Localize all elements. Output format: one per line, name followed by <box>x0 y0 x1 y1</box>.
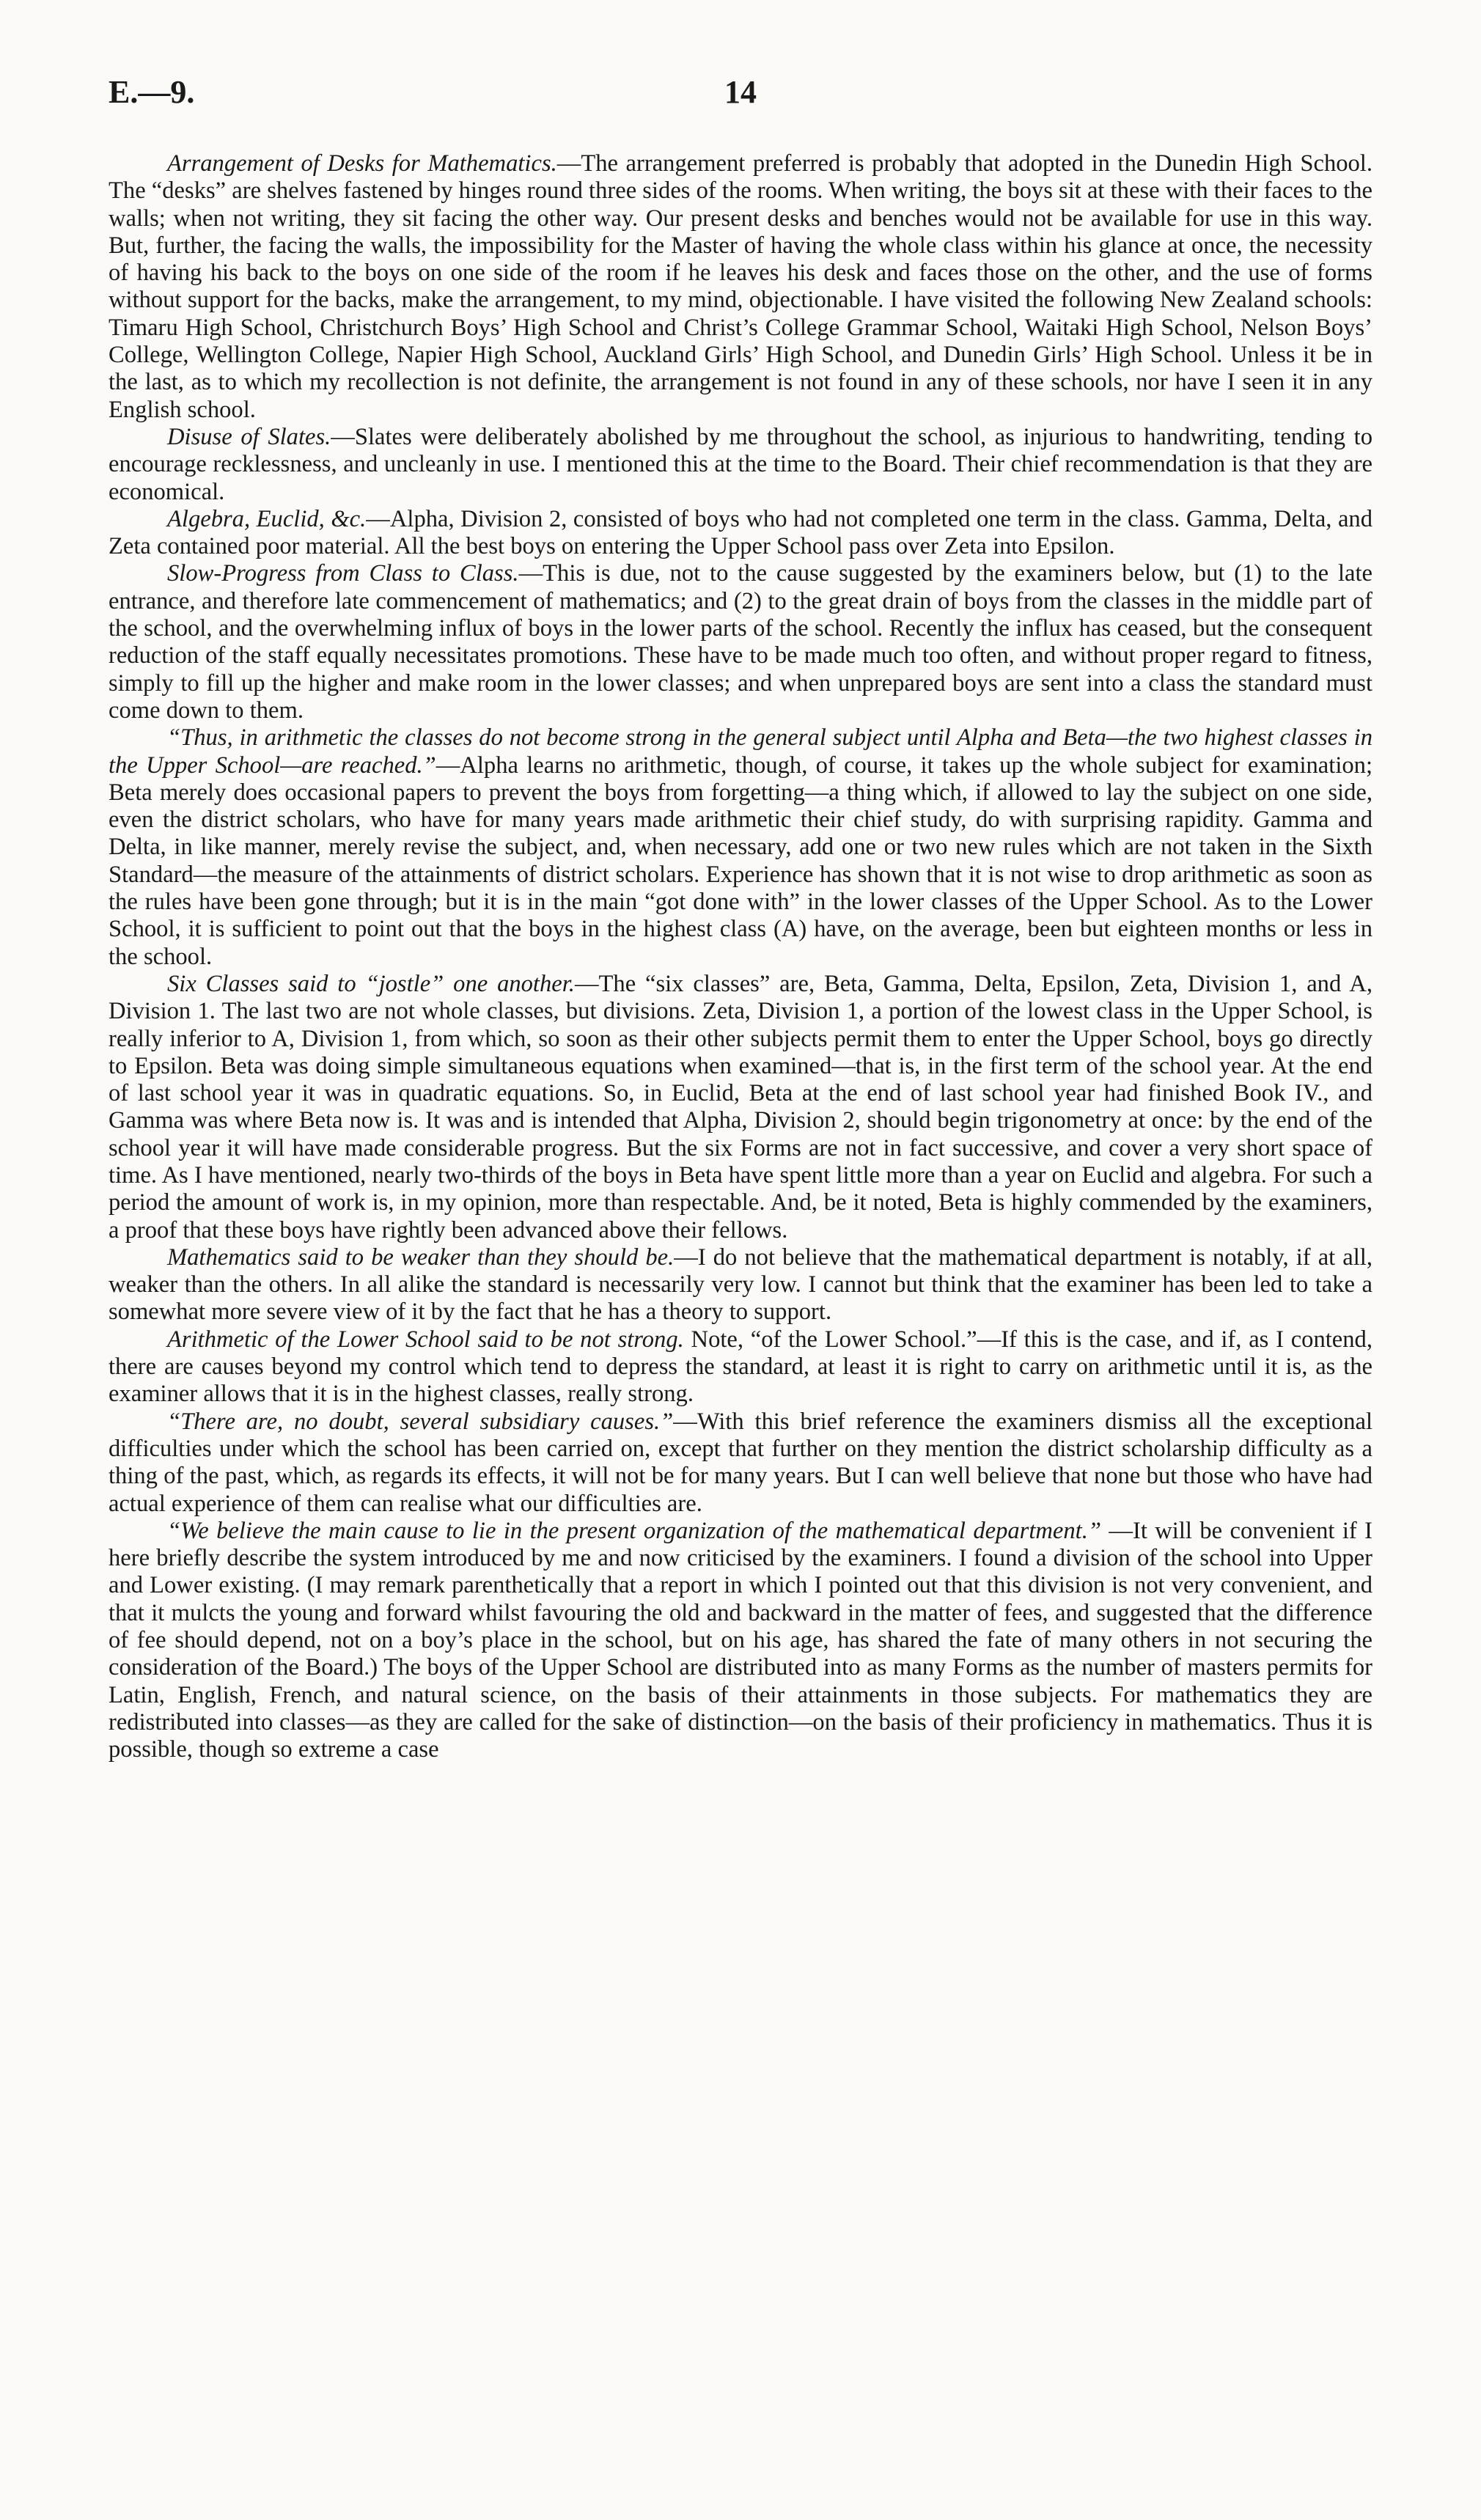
paragraph-lower-school <box>109 1326 1372 1408</box>
paragraph-mathematics-weaker <box>109 1244 1372 1326</box>
paragraph-lead: Arithmetic of the Lower School said to be not strong. <box>167 1326 684 1353</box>
paragraph-lead: Algebra, Euclid, &c. <box>167 505 367 532</box>
paragraph-slow-progress <box>109 560 1372 724</box>
paragraph-text: Note, “of the Lower School.”—If this is the case, and if, as I contend, there are causes beyond my control which tend to depress the standard, at least it is right to carry on arithmetic until it is, as the examiner allows that it is in the highest classes, really strong. <box>109 1326 1372 1408</box>
paragraph-text: —Alpha learns no arithmetic, though, of course, it takes up the whole subject for examination; Beta merely does occasional papers to prevent the boys from forgetting—a thing which, if allowed to lay the subject on one side, even the district scholars, who have for many years made arithmetic their chief study, do with surprising rapidity. Gamma and Delta, in like manner, merely revise the subject, and, when necessary, add one or two new rules which are not taken in the Sixth Standard—the measure of the attainments of district scholars. Experience has shown that it is not wise to drop arithmetic as soon as the rules have been gone through; but it is in the main “got done with” in the lower classes of the Upper School. As to the Lower School, it is sufficient to point out that the boys in the highest class (A) have, on the average, been but eighteen months or less in the school. <box>109 752 1372 970</box>
paragraph-text: —Slates were deliberately abolished by me throughout the school, as injurious to handwriting, tending to encourage recklessness, and uncleanly in use. I mentioned this at the time to the Board. Their chief recommendation is that they are economical. <box>109 423 1372 505</box>
paragraph-text: —I do not believe that the mathematical department is notably, if at all, weaker than the others. In all alike the standard is necessarily very low. I cannot but think that the examiner has been led to take a somewhat more severe view of it by the fact that he has a theory to support. <box>109 1244 1372 1326</box>
paragraph-arithmetic-classes <box>109 724 1372 971</box>
page-number: 14 <box>724 74 757 110</box>
paragraph-six-classes <box>109 971 1372 1244</box>
document-id: E.—9. <box>109 74 195 110</box>
paragraph-organization <box>109 1518 1372 1764</box>
paragraph-text: —Alpha, Division 2, consisted of boys who had not completed one term in the class. Gamma, Delta, and Zeta contained poor material. All the best boys on entering the Upper School pass over Zeta into Epsilon. <box>109 505 1372 560</box>
body-text <box>109 150 1372 2454</box>
paragraph-lead: Six Classes said to “jostle” one another. <box>167 970 575 997</box>
paragraph-desks <box>109 150 1372 424</box>
paragraph-text: —The arrangement preferred is probably that adopted in the Dunedin High School. The “desks” are shelves fastened by hinges round three sides of the rooms. When writing, the boys sit at these with their faces to the walls; when not writing, they sit facing the other way. Our present desks and benches would not be available for use in this way. But, further, the facing the walls, the impossibility for the Master of having the whole class within his glance at once, the necessity of having his back to the boys on one side of the room if he leaves his desk and faces those on the other, and the use of forms without support for the backs, make the arrangement, to my mind, objectionable. I have visited the following New Zealand schools: Timaru High School, Christchurch Boys’ High School and Christ’s College Grammar School, Waitaki High School, Nelson Boys’ College, Wellington College, Napier High School, Auckland Girls’ High School, and Dunedin Girls’ High School. Unless it be in the last, as to which my recollection is not definite, the arrangement is not found in any of these schools, nor have I seen it in any English school. <box>109 150 1372 423</box>
paragraph-slates <box>109 424 1372 506</box>
paragraph-text: —With this brief reference the examiners dismiss all the exceptional difficulties under which the school has been carried on, except that further on they mention the district scholarship difficulty as a thing of the past, which, as regards its effects, it will not be for many years. But I can well believe that none but those who have had actual experience of them can realise what our difficulties are. <box>109 1408 1372 1517</box>
paragraph-algebra <box>109 506 1372 561</box>
paragraph-text: —It will be convenient if I here briefly describe the system introduced by me and now criticised by the examiners. I found a division of the school into Upper and Lower existing. (I may remark parenthetically that a report in which I pointed out that this division is not very convenient, and that it mulcts the young and forward whilst favouring the old and backward in the matter of fees, and suggested that the difference of fee should depend, not on a boy’s place in the school, but on his age, has shared the fate of many others in not securing the consideration of the Board.) The boys of the Upper School are distributed into as many Forms as the number of masters permits for Latin, English, French, and natural science, on the basis of their attainments in those subjects. For mathematics they are redistributed into classes—as they are called for the sake of distinction—on the basis of their proficiency in mathematics. Thus it is possible, though so extreme a case <box>109 1517 1372 1763</box>
paragraph-lead: Slow-Progress from Class to Class. <box>167 560 519 587</box>
paragraph-lead: “We believe the main cause to lie in the present organization of the mathematical department.” <box>167 1517 1101 1544</box>
paragraph-text: —This is due, not to the cause suggested by the examiners below, but (1) to the late entrance, and therefore late commencement of mathematics; and (2) to the great drain of boys from the classes in the middle part of the school, and the overwhelming influx of boys in the lower parts of the school. Recently the influx has ceased, but the consequent reduction of the staff equally necessitates promotions. These have to be made much too often, and without proper regard to fitness, simply to fill up the higher and make room in the lower classes; and when unprepared boys are sent into a class the standard must come down to them. <box>109 560 1372 724</box>
paragraph-subsidiary-causes <box>109 1408 1372 1518</box>
paragraph-lead: Mathematics said to be weaker than they should be. <box>167 1244 675 1271</box>
page-header <box>109 73 1372 117</box>
paragraph-lead: “There are, no doubt, several subsidiary causes.” <box>167 1408 674 1435</box>
paragraph-text: —The “six classes” are, Beta, Gamma, Delta, Epsilon, Zeta, Division 1, and A, Division 1. The last two are not whole classes, but divisions. Zeta, Division 1, a portion of the lowest class in the Upper School, is really inferior to A, Division 1, from which, so soon as their other subjects permit them to enter the Upper School, boys go directly to Epsilon. Beta was doing simple simultaneous equations when examined—that is, in the first term of the school year. At the end of last school year it was in quadratic equations. So, in Euclid, Beta at the end of last school year had finished Book IV., and Gamma was where Beta now is. It was and is intended that Alpha, Division 2, should begin trigonometry at once: by the end of the school year it will have made considerable progress. But the six Forms are not in fact successive, and cover a very short space of time. As I have mentioned, nearly two-thirds of the boys in Beta have spent little more than a year on Euclid and algebra. For such a period the amount of work is, in my opinion, more than respectable. And, be it noted, Beta is highly commended by the examiners, a proof that these boys have rightly been advanced above their fellows. <box>109 970 1372 1244</box>
paragraph-lead: Disuse of Slates. <box>167 423 331 450</box>
paragraph-lead: “Thus, in arithmetic the classes do not become strong in the general subject until Alpha and Beta—the two highest classes in the Upper School—are reached.” <box>109 724 1372 779</box>
paragraph-lead: Arrangement of Desks for Mathematics. <box>167 150 557 177</box>
